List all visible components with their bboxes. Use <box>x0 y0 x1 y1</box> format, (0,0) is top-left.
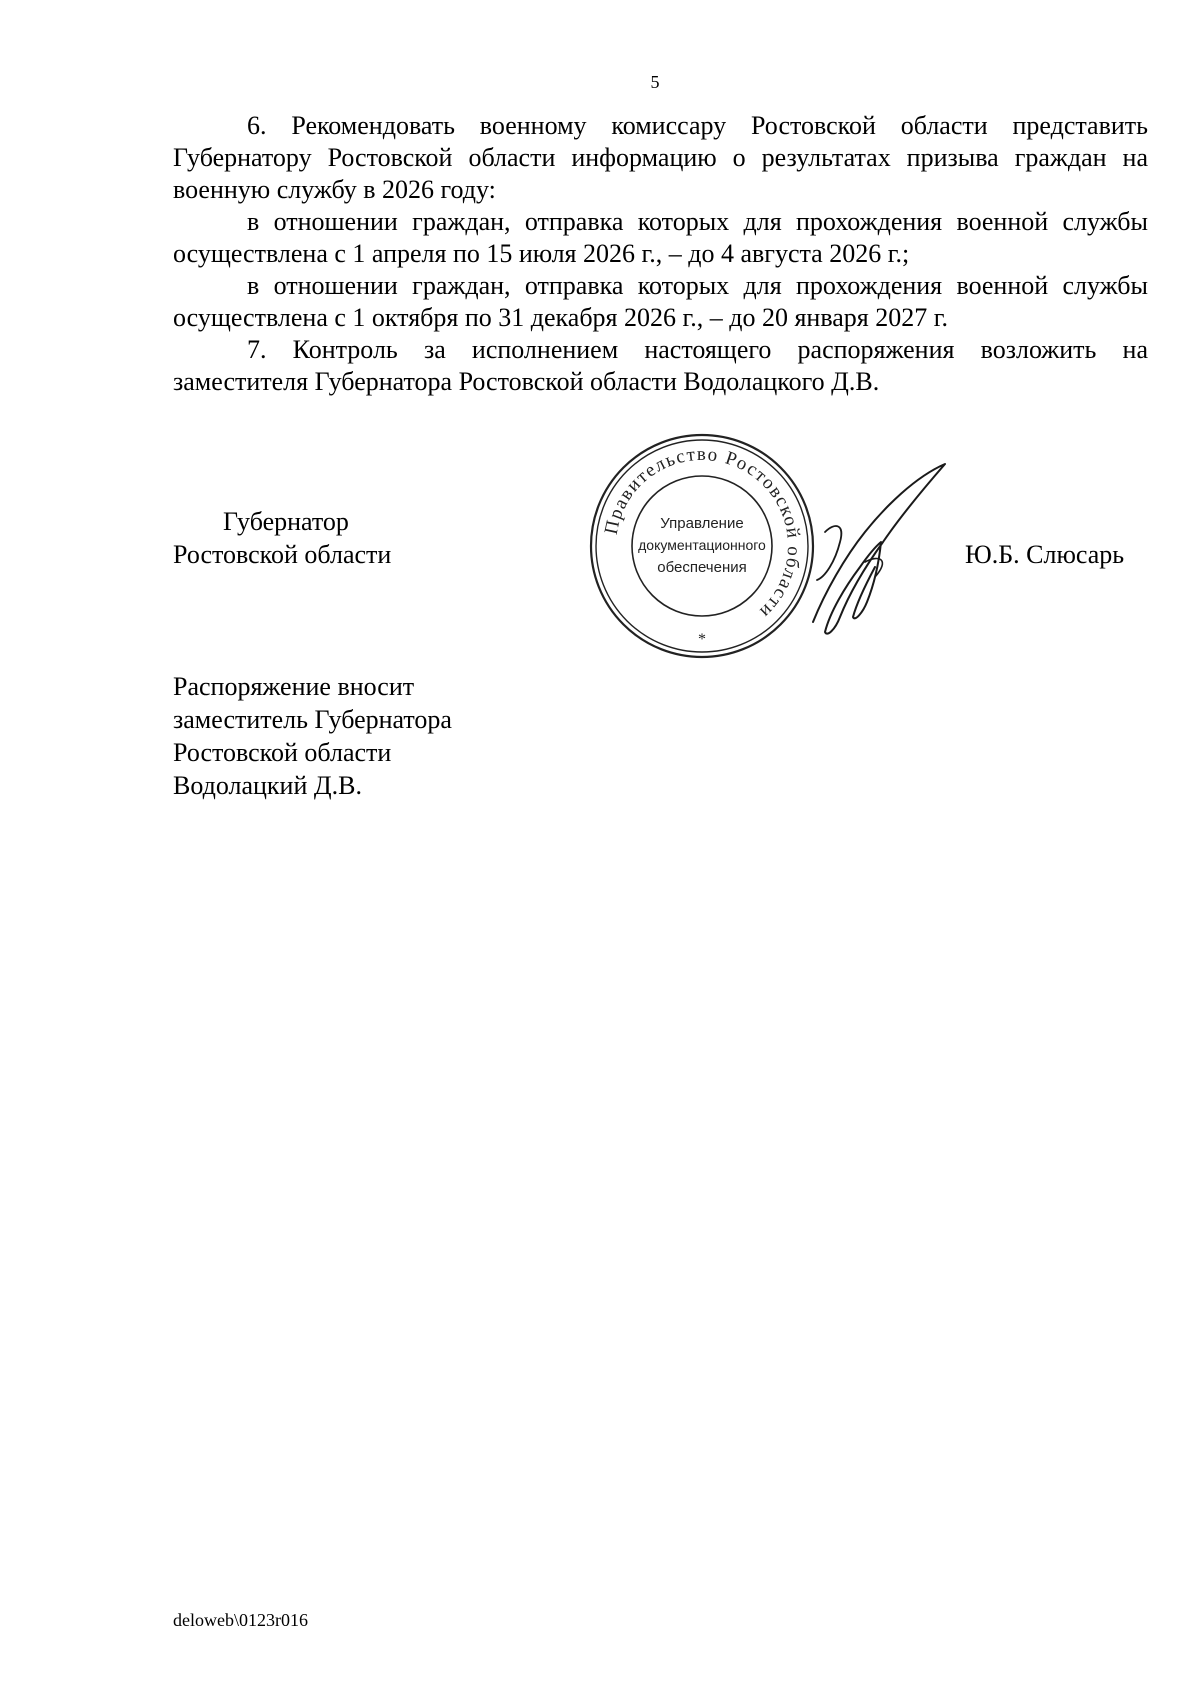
paragraph-6-sub-2: в отношении граждан, отправка которых для прохождения военной службы осуществлена с 1 октября по 31 декабря 2026 г., – до 20 января 2027 г. <box>173 271 1148 332</box>
page-number: 5 <box>650 72 660 92</box>
stamp-outer-text: Правительство Ростовской области <box>600 443 805 624</box>
official-stamp <box>588 432 816 660</box>
paragraph-7: 7. Контроль за исполнением настоящего распоряжения возложить на заместителя Губернатора Ростовской области Водолацкого Д.В. <box>173 335 1148 396</box>
introduced-by-line-1: Распоряжение вносит <box>173 672 415 701</box>
signatory-name: Ю.Б. Слюсарь <box>965 540 1125 569</box>
stamp-inner-line-1: Управление <box>660 515 744 532</box>
document-code: deloweb\0123r016 <box>173 1610 308 1630</box>
position-region: Ростовской области <box>173 540 392 569</box>
introduced-by-line-2: заместитель Губернатора <box>173 705 452 734</box>
stamp-star: * <box>698 631 706 648</box>
handwritten-signature <box>805 462 955 642</box>
document-body <box>173 110 1148 398</box>
introduced-by-line-3: Ростовской области <box>173 738 392 767</box>
introduced-by-block <box>173 670 452 802</box>
signatory-position <box>173 505 391 571</box>
paragraph-6-sub-1: в отношении граждан, отправка которых для прохождения военной службы осуществлена с 1 апреля по 15 июля 2026 г., – до 4 августа 2026 г.; <box>173 207 1148 268</box>
stamp-inner-line-3: обеспечения <box>657 559 747 576</box>
position-title: Губернатор <box>223 507 349 536</box>
paragraph-6: 6. Рекомендовать военному комиссару Ростовской области представить Губернатору Ростовской области информацию о результатах призыва граждан на военную службу в 2026 году: <box>173 111 1148 204</box>
introduced-by-line-4: Водолацкий Д.В. <box>173 771 362 800</box>
stamp-inner-line-2: документационного <box>638 537 766 553</box>
